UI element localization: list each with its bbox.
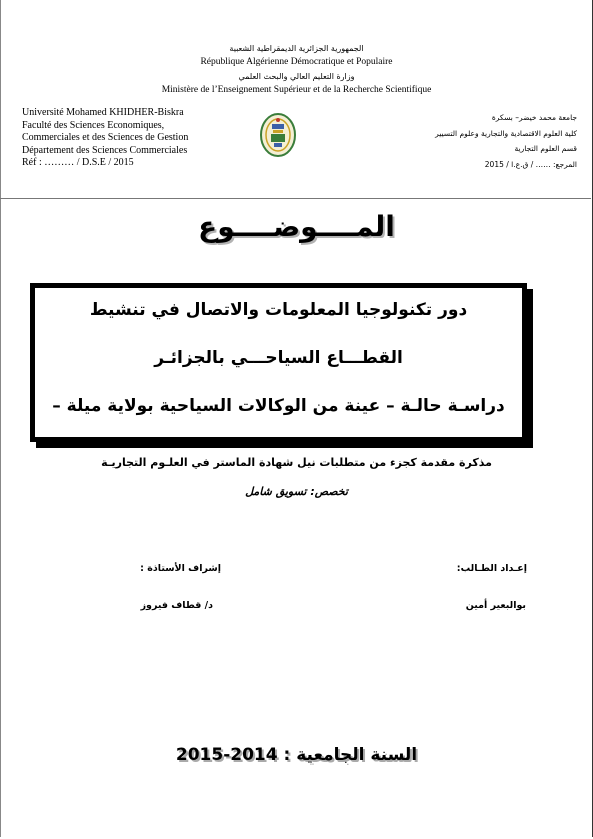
student-name: بوالبعير أمين: [465, 600, 526, 611]
topic-line-3: دراسـة حالـة – عينة من الوكالات السياحية بولاية ميلة –: [52, 396, 505, 416]
supervisor-label: إشراف الأستاذة :: [140, 563, 221, 574]
republic-ar: الجمهورية الجزائرية الديمقراطية الشعبية: [229, 44, 364, 53]
university-emblem-icon: [259, 112, 297, 158]
topic-box: [30, 283, 527, 442]
memo-description: مذكرة مقدمة كجزء من متطلبات نيل شهادة الماستر في العلـوم التجاريـة: [101, 456, 492, 469]
faculty-name-fr-cont: Commerciales et des Sciences de Gestion: [22, 132, 189, 143]
university-name-ar: جامعة محمد خيضر– بسكرة: [491, 113, 577, 122]
ministry-ar: وزارة التعليم العالي والبحث العلمي: [238, 72, 355, 81]
department-name-fr: Département des Sciences Commerciales: [22, 144, 188, 156]
header-divider: [0, 198, 591, 199]
faculty-name-fr: Faculté des Sciences Economiques,: [22, 119, 165, 131]
specialty: تخصص: تسويق شامل: [245, 485, 348, 498]
university-name-fr: Université Mohamed KHIDHER-Biskra: [22, 107, 184, 118]
ministry-fr: Ministère de l’Enseignement Supérieur et de la Recherche Scientifique: [161, 85, 432, 95]
supervisor-name: د/ قطاف فيروز: [140, 600, 213, 611]
republic-fr: République Algérienne Démocratique et Populaire: [200, 57, 393, 67]
page-title: المــــوضــــوع: [198, 210, 395, 243]
academic-year: السنة الجامعية : 2014-2015: [175, 745, 418, 765]
department-name-ar: قسم العلوم التجارية: [514, 144, 577, 153]
student-label: إعـداد الطـالب:: [456, 563, 527, 574]
university-block-fr: [22, 107, 242, 170]
reference-fr: Réf : ……… / D.S.E / 2015: [22, 157, 134, 168]
reference-ar: المرجع: …… / ق.ع.ا / 2015: [484, 159, 577, 169]
university-block-ar: [357, 110, 577, 172]
faculty-name-ar: كلية العلوم الاقتصادية والتجارية وعلوم التسيير: [435, 128, 577, 138]
topic-line-1: دور تكنولوجيا المعلومات والاتصال في تنشيط: [89, 300, 468, 320]
topic-line-2: القطـــاع السياحـــي بالجزائـر: [154, 348, 403, 368]
